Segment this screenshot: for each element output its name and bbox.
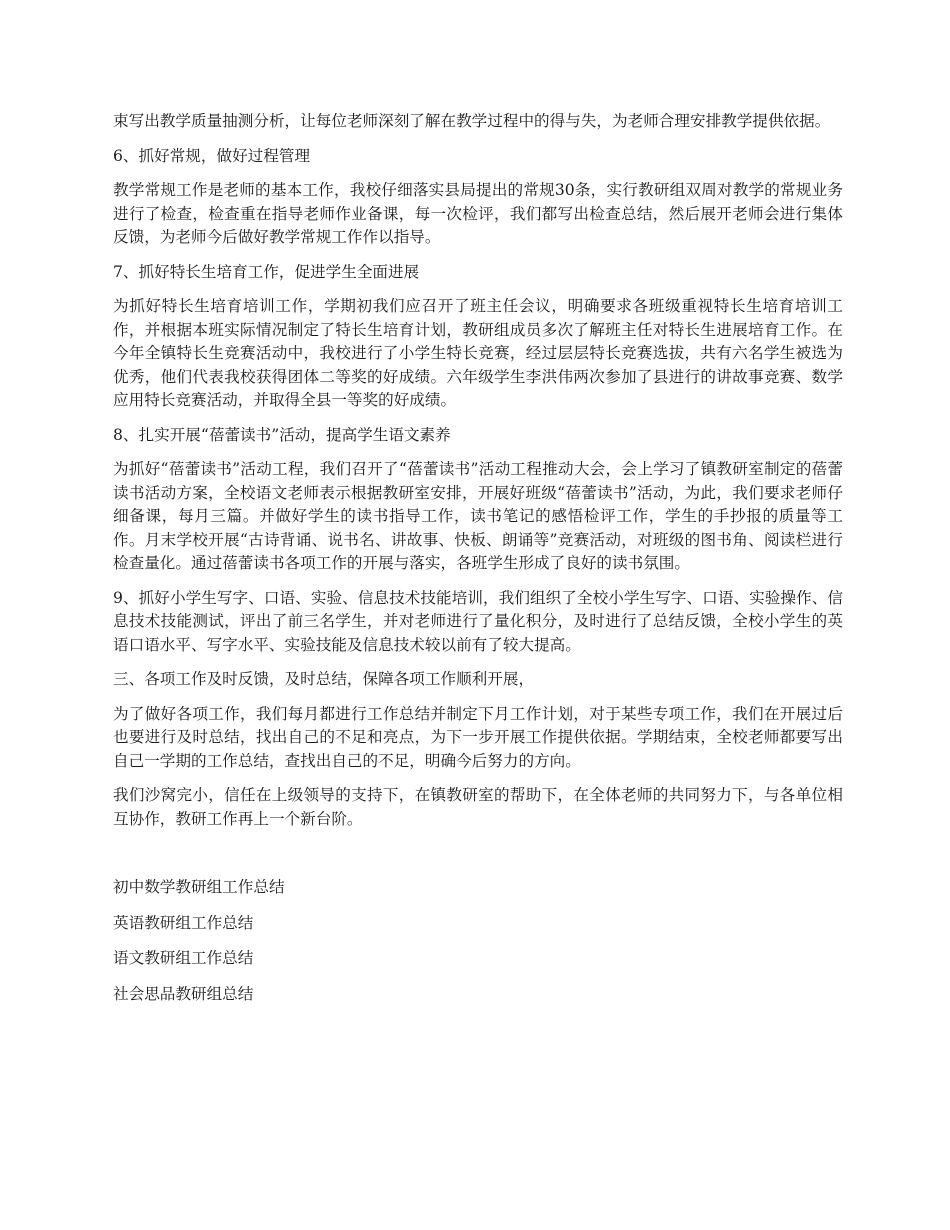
paragraph-feedback-summary: 为了做好各项工作，我们每月都进行工作总结并制定下月工作计划，对于某些专项工作，我们在开展过后也要进行及时总结，找出自己的不足和亮点，为下一步开展工作提供依据。学期结束，全校老师都要写出自己一学期的工作总结，查找出自己的不足，明确今后努力的方向。 bbox=[113, 704, 843, 770]
related-article-link[interactable]: 初中数学教研组工作总结 bbox=[113, 878, 285, 896]
related-article-link[interactable]: 英语教研组工作总结 bbox=[113, 913, 254, 932]
section-heading-three: 三、各项工作及时反馈，及时总结，保障各项工作顺利开展， bbox=[113, 670, 535, 688]
document-page bbox=[113, 110, 843, 1018]
related-articles-list bbox=[113, 876, 843, 1006]
section-heading-6: 6、抓好常规，做好过程管理 bbox=[113, 146, 311, 165]
paragraph-conclusion: 我们沙窝完小，信任在上级领导的支持下，在镇教研室的帮助下，在全体老师的共同努力下，与各单位相互协作，教研工作再上一个新台阶。 bbox=[113, 786, 843, 828]
section-heading-7: 7、抓好特长生培育工作，促进学生全面进展 bbox=[113, 262, 420, 281]
paragraph-routine-work: 教学常规工作是老师的基本工作，我校仔细落实县局提出的常规30条，实行教研组双周对教学的常规业务进行了检查，检查重在指导老师作业备课，每一次检评，我们都写出检查总结，然后展开老师会进行集体反馈，为老师今后做好教学常规工作作以指导。 bbox=[113, 181, 843, 246]
related-article-link[interactable]: 语文教研组工作总结 bbox=[113, 949, 254, 967]
paragraph-talent-training: 为抓好特长生培育培训工作，学期初我们应召开了班主任会议，明确要求各班级重视特长生培育培训工作，并根据本班实际情况制定了特长生培育计划，教研组成员多次了解班主任对特长生进展培育工作。在今年全镇特长生竞赛活动中，我校进行了小学生特长竞赛，经过层层特长竞赛选拔，共有六名学生被选为优秀，他们代表我校获得团体二等奖的好成绩。六年级学生李洪伟两次参加了县进行的讲故事竞赛、数学应用特长竞赛活动，并取得全县一等奖的好成绩。 bbox=[113, 297, 843, 409]
paragraph-reading-activity: 为抓好“蓓蕾读书”活动工程，我们召开了“蓓蕾读书”活动工程推动大会，会上学习了镇教研室制定的蓓蕾读书活动方案，全校语文老师表示根据教研室安排，开展好班级“蓓蕾读书”活动，为此，我们要求老师仔细备课，每月三篇。并做好学生的读书指导工作，读书笔记的感悟检评工作，学生的手抄报的质量等工作。月末学校开展“古诗背诵、说书名、讲故事、快板、朗诵等”竞赛活动，对班级的图书角、阅读栏进行检查量化。通过蓓蕾读书各项工作的开展与落实，各班学生形成了良好的读书氛围。 bbox=[113, 460, 843, 572]
paragraph-skills-training: 9、抓好小学生写字、口语、实验、信息技术技能培训，我们组织了全校小学生写字、口语、实验操作、信息技术技能测试，评出了前三名学生，并对老师进行了量化积分，及时进行了总结反馈，全校小学生的英语口语水平、写字水平、实验技能及信息技术较以前有了较大提高。 bbox=[113, 588, 843, 654]
related-article-link[interactable]: 社会思品教研组总结 bbox=[113, 984, 254, 1003]
section-spacer bbox=[113, 842, 843, 876]
paragraph-intro-continuation: 束写出教学质量抽测分析，让每位老师深刻了解在教学过程中的得与失，为老师合理安排教学提供依据。 bbox=[113, 112, 831, 130]
section-heading-8: 8、扎实开展“蓓蕾读书”活动，提高学生语文素养 bbox=[113, 425, 451, 444]
